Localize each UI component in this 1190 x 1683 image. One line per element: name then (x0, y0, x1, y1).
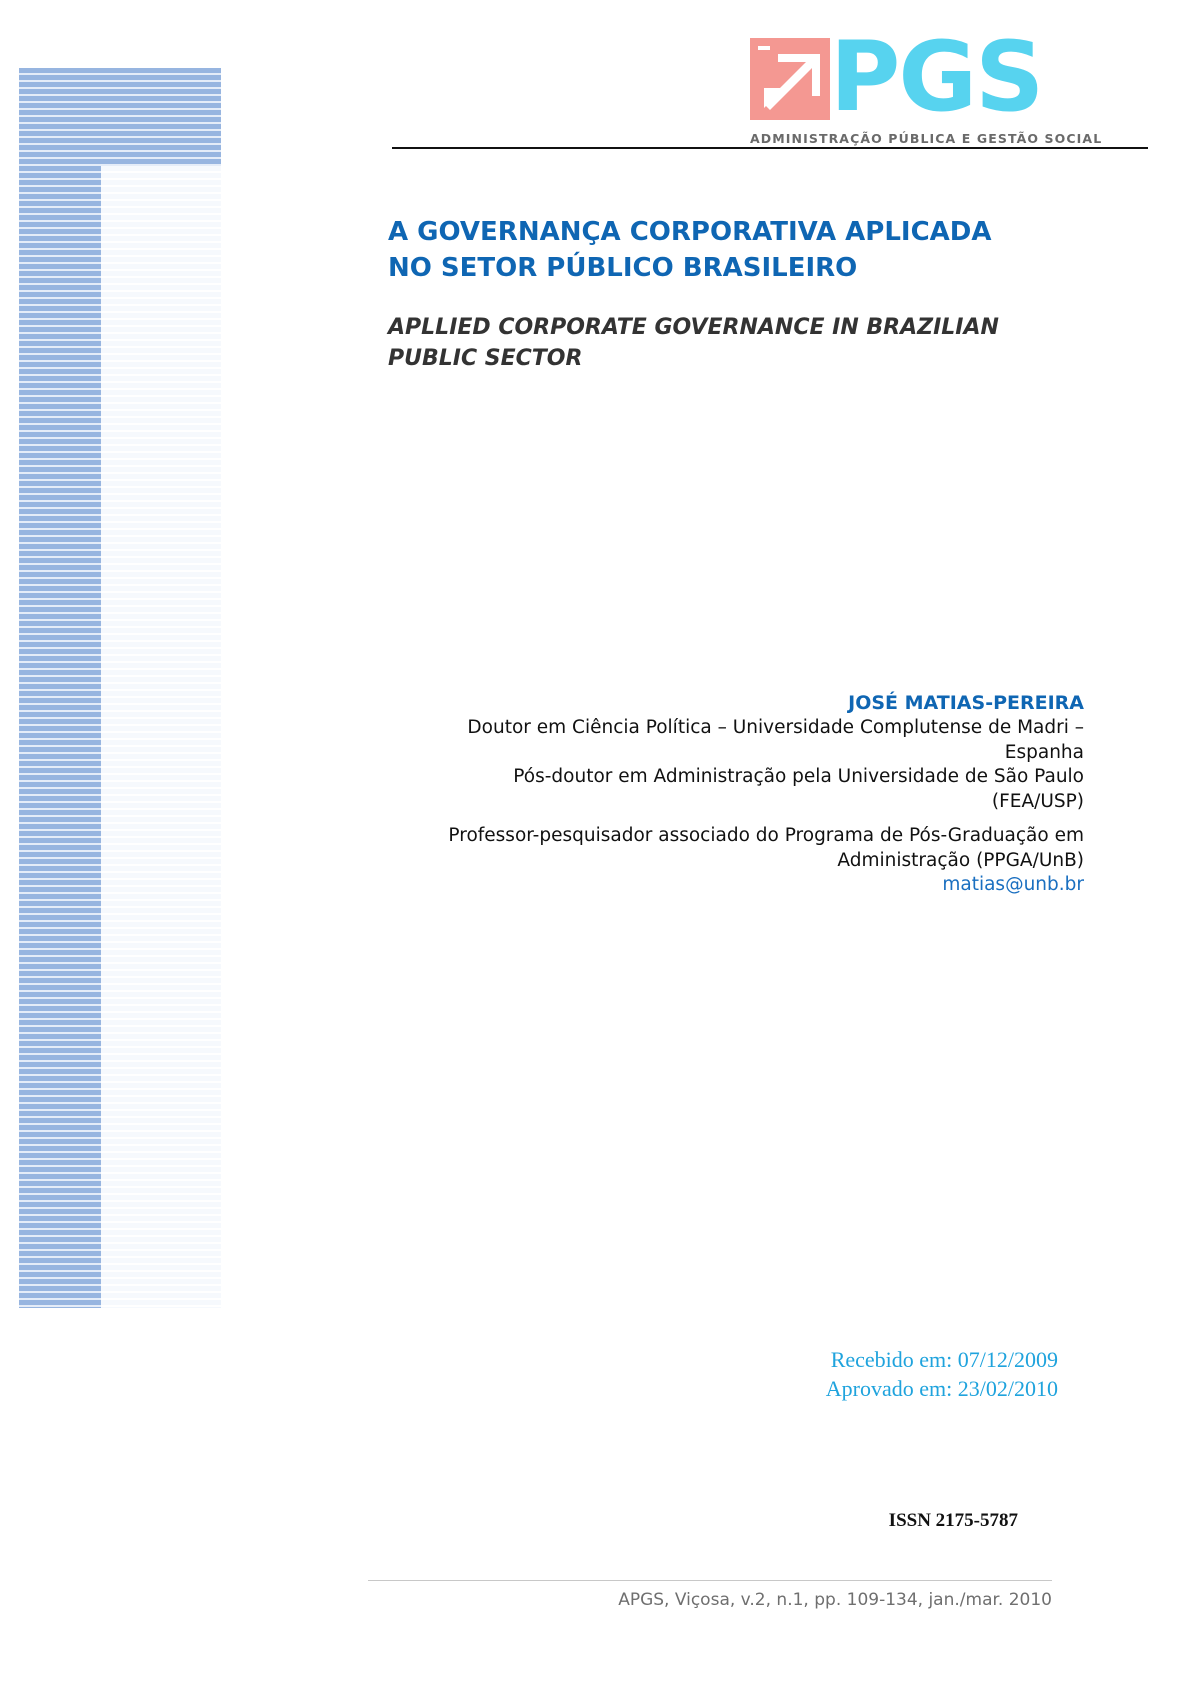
approved-date: Aprovado em: 23/02/2010 (825, 1376, 1058, 1401)
article-title-english-line: APLLIED CORPORATE GOVERNANCE IN BRAZILIAN (388, 315, 999, 340)
logo-arrow-icon (750, 38, 830, 120)
footer-citation: APGS, Viçosa, v.2, n.1, pp. 109-134, jan./mar. 2010 (618, 1590, 1052, 1610)
article-title-line: NO SETOR PÚBLICO BRASILEIRO (388, 253, 858, 283)
issn-label: ISSN 2175-5787 (888, 1510, 1018, 1531)
article-title-english (388, 312, 1108, 374)
author-credential-line: Espanha (1004, 741, 1084, 763)
logo-letters: PGS (830, 21, 1043, 133)
author-block (384, 690, 1084, 898)
author-name: JOSÉ MATIAS-PEREIRA (848, 692, 1084, 714)
header-divider (392, 147, 1148, 149)
article-title-english-line: PUBLIC SECTOR (388, 346, 583, 371)
author-affiliation-line: Professor-pesquisador associado do Programa de Pós-Graduação em (448, 825, 1084, 846)
author-email-link[interactable]: matias@unb.br (942, 874, 1084, 895)
article-title-line: A GOVERNANÇA CORPORATIVA APLICADA (388, 217, 992, 247)
decorative-stripe-fade (101, 166, 221, 1308)
author-credential-line: (FEA/USP) (991, 790, 1084, 812)
author-credential-line: Doutor em Ciência Política – Universidade Complutense de Madri – (467, 717, 1084, 738)
received-date: Recebido em: 07/12/2009 (830, 1347, 1058, 1372)
decorative-stripe-column (19, 166, 101, 1308)
author-spacer (384, 814, 1084, 824)
submission-dates (700, 1345, 1058, 1403)
logo-tagline: ADMINISTRAÇÃO PÚBLICA E GESTÃO SOCIAL (750, 131, 1103, 146)
article-title (388, 214, 1108, 286)
author-affiliation-line: Administração (PPGA/UnB) (837, 849, 1084, 871)
journal-logo (750, 21, 1103, 148)
author-credential-line: Pós-doutor em Administração pela Universidade de São Paulo (513, 766, 1084, 787)
footer-divider (368, 1580, 1052, 1581)
decorative-stripe-band (19, 68, 221, 166)
